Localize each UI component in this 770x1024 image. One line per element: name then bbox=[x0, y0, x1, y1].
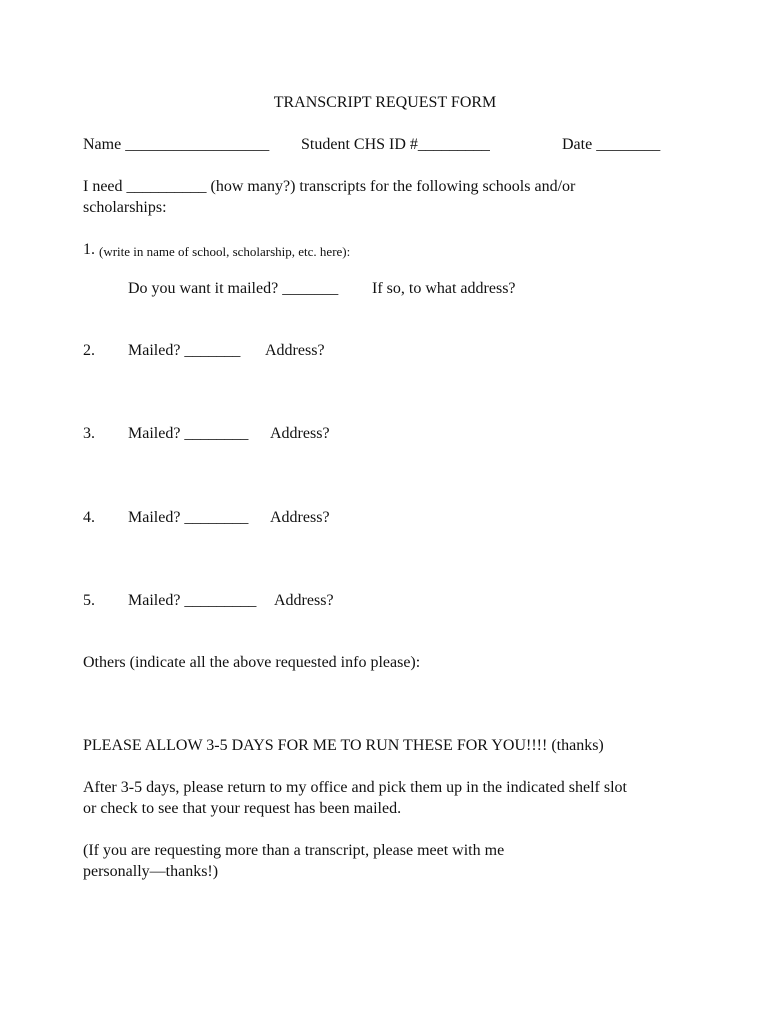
student-id-field-label: Student CHS ID #_________ bbox=[301, 136, 490, 153]
others-instruction: Others (indicate all the above requested info please): bbox=[83, 654, 421, 671]
entry-3-mailed-question: Mailed? ________ bbox=[128, 425, 249, 442]
entry-5-number: 5. bbox=[83, 592, 95, 609]
entry-1-instruction: (write in name of school, scholarship, etc. here): bbox=[99, 244, 351, 259]
entry-4-address-question: Address? bbox=[270, 509, 330, 526]
name-field-label: Name __________________ bbox=[83, 136, 270, 153]
pickup-instructions-line-1: After 3-5 days, please return to my office and pick them up in the indicated shelf slot bbox=[83, 779, 627, 796]
entry-2-address-question: Address? bbox=[265, 342, 325, 359]
entry-2-mailed-question: Mailed? _______ bbox=[128, 342, 241, 359]
entry-1-number: 1. bbox=[83, 241, 95, 258]
transcript-count-line: I need __________ (how many?) transcripts for the following schools and/or bbox=[83, 178, 576, 195]
meeting-note-line-1: (If you are requesting more than a transcript, please meet with me bbox=[83, 842, 505, 859]
processing-time-notice: PLEASE ALLOW 3-5 DAYS FOR ME TO RUN THESE FOR YOU!!!! (thanks) bbox=[83, 737, 604, 754]
meeting-note-line-2: personally—thanks!) bbox=[83, 863, 219, 880]
entry-2-number: 2. bbox=[83, 342, 95, 359]
transcript-count-line-continued: scholarships: bbox=[83, 199, 167, 216]
entry-3-number: 3. bbox=[83, 425, 95, 442]
entry-3-address-question: Address? bbox=[270, 425, 330, 442]
entry-5-mailed-question: Mailed? _________ bbox=[128, 592, 257, 609]
entry-4-mailed-question: Mailed? ________ bbox=[128, 509, 249, 526]
entry-5-address-question: Address? bbox=[274, 592, 334, 609]
entry-1-mailed-question: Do you want it mailed? _______ bbox=[128, 280, 339, 297]
pickup-instructions-line-2: or check to see that your request has been mailed. bbox=[83, 800, 402, 817]
entry-4-number: 4. bbox=[83, 509, 95, 526]
form-title: TRANSCRIPT REQUEST FORM bbox=[273, 94, 497, 111]
date-field-label: Date ________ bbox=[562, 136, 661, 153]
entry-1-address-question: If so, to what address? bbox=[372, 280, 516, 297]
